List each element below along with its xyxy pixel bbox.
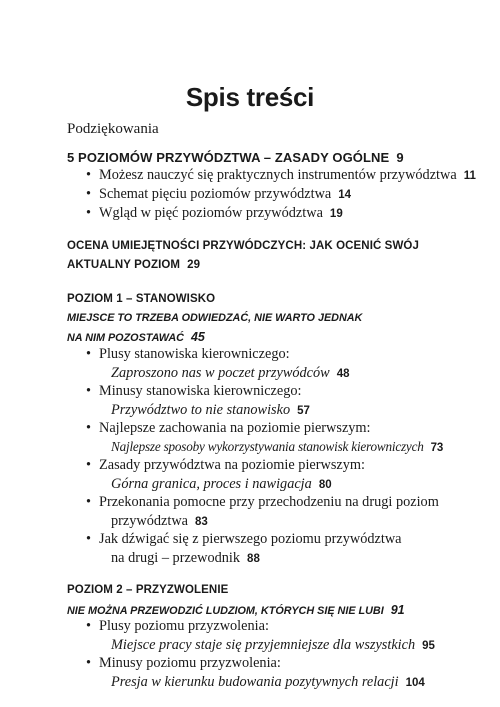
section-heading-text: AKTUALNY POZIOM — [67, 259, 181, 271]
page-number: 57 — [297, 405, 310, 417]
toc-item-text-continued: na drugi – przewodnik — [111, 550, 241, 566]
toc-item-text: Minusy stanowiska kierowniczego: — [99, 383, 302, 399]
page-number: 14 — [338, 189, 352, 201]
page-number: 88 — [247, 553, 260, 565]
page-number: 95 — [422, 640, 435, 652]
page-number: 91 — [390, 603, 405, 617]
toc-item — [87, 186, 351, 203]
toc-item — [87, 655, 281, 672]
page-number: 104 — [405, 677, 425, 689]
section-subtitle-text: NA NIM POZOSTAWAĆ — [67, 332, 184, 344]
toc-item-continuation — [111, 439, 443, 455]
page-number: 48 — [336, 368, 350, 380]
toc-item-text: Jak dźwigać się z pierwszego poziomu przywództwa — [99, 531, 402, 547]
section-heading-text: 5 POZIOMÓW PRZYWÓDZTWA – ZASADY OGÓLNE — [67, 150, 390, 165]
toc-item-continuation — [111, 365, 350, 382]
toc-item-subtitle: Zaproszono nas w poczet przywódców — [111, 365, 330, 381]
toc-item-text-continued: przywództwa — [111, 513, 189, 529]
page-title: Spis treści — [185, 82, 315, 112]
toc-item — [87, 383, 302, 400]
toc-item-subtitle: Najlepsze sposoby wykorzystywania stanowisk kierowniczych — [111, 439, 424, 454]
toc-item-subtitle: Górna granica, proces i nawigacja — [111, 476, 312, 492]
section-heading-assessment-line1: OCENA UMIEJĘTNOŚCI PRZYWÓDCZYCH: JAK OCENIĆ SWÓJ — [67, 240, 419, 252]
toc-item-text: Plusy poziomu przyzwolenia: — [99, 618, 269, 634]
section-heading-overview — [67, 150, 404, 165]
section-subtitle-text: NIE MOŻNA PRZEWODZIĆ LUDZIOM, KTÓRYCH SIĘ NIE LUBI — [67, 605, 384, 617]
page-number: 45 — [190, 330, 205, 344]
page-number: 11 — [463, 170, 476, 182]
toc-item-subtitle: Miejsce pracy staje się przyjemniejsze dla wszystkich — [111, 637, 416, 653]
toc-item-subtitle: Przywództwo to nie stanowisko — [111, 402, 291, 418]
section-heading-level2: POZIOM 2 – PRZYZWOLENIE — [67, 584, 229, 596]
toc-item — [87, 457, 365, 474]
section-subtitle-level1-line2 — [67, 330, 205, 344]
section-subtitle-level2 — [67, 603, 405, 617]
toc-item — [87, 205, 343, 222]
section-heading-level1: POZIOM 1 – STANOWISKO — [67, 293, 216, 305]
toc-item-continuation — [111, 476, 332, 493]
toc-item-text: Możesz nauczyć się praktycznych instrumentów przywództwa — [99, 167, 457, 183]
toc-item-subtitle: Presja w kierunku budowania pozytywnych relacji — [111, 674, 399, 690]
toc-item — [87, 494, 439, 511]
toc-item-text: Plusy stanowiska kierowniczego: — [99, 346, 290, 362]
page-number: 29 — [187, 259, 201, 271]
toc-entry-acknowledgements: Podziękowania — [67, 121, 159, 137]
toc-item — [87, 167, 476, 184]
page-number: 83 — [195, 516, 208, 528]
section-heading-assessment-line2 — [67, 259, 200, 271]
toc-item-text: Najlepsze zachowania na poziomie pierwszym: — [99, 420, 371, 436]
page-number: 9 — [396, 150, 404, 165]
page-number: 80 — [318, 479, 332, 491]
toc-item — [87, 531, 402, 548]
page-number: 73 — [430, 442, 444, 454]
toc-item-continuation — [111, 674, 425, 691]
toc-item-continuation — [111, 637, 435, 654]
toc-item-continuation — [111, 402, 310, 419]
toc-item — [87, 420, 371, 437]
page-number: 19 — [329, 208, 343, 220]
toc-item-text: Zasady przywództwa na poziomie pierwszym: — [99, 457, 365, 473]
toc-item-text: Schemat pięciu poziomów przywództwa — [99, 186, 332, 202]
toc-item-text: Wgląd w pięć poziomów przywództwa — [99, 205, 323, 221]
toc-item-continuation — [111, 513, 208, 530]
toc-item-text: Przekonania pomocne przy przechodzeniu na drugi poziom — [99, 494, 439, 510]
toc-item — [87, 618, 269, 635]
toc-item-text: Minusy poziomu przyzwolenia: — [99, 655, 281, 671]
section-subtitle-level1-line1: MIEJSCE TO TRZEBA ODWIEDZAĆ, NIE WARTO JEDNAK — [67, 312, 363, 324]
toc-item — [87, 346, 290, 363]
toc-item-continuation — [111, 550, 260, 567]
